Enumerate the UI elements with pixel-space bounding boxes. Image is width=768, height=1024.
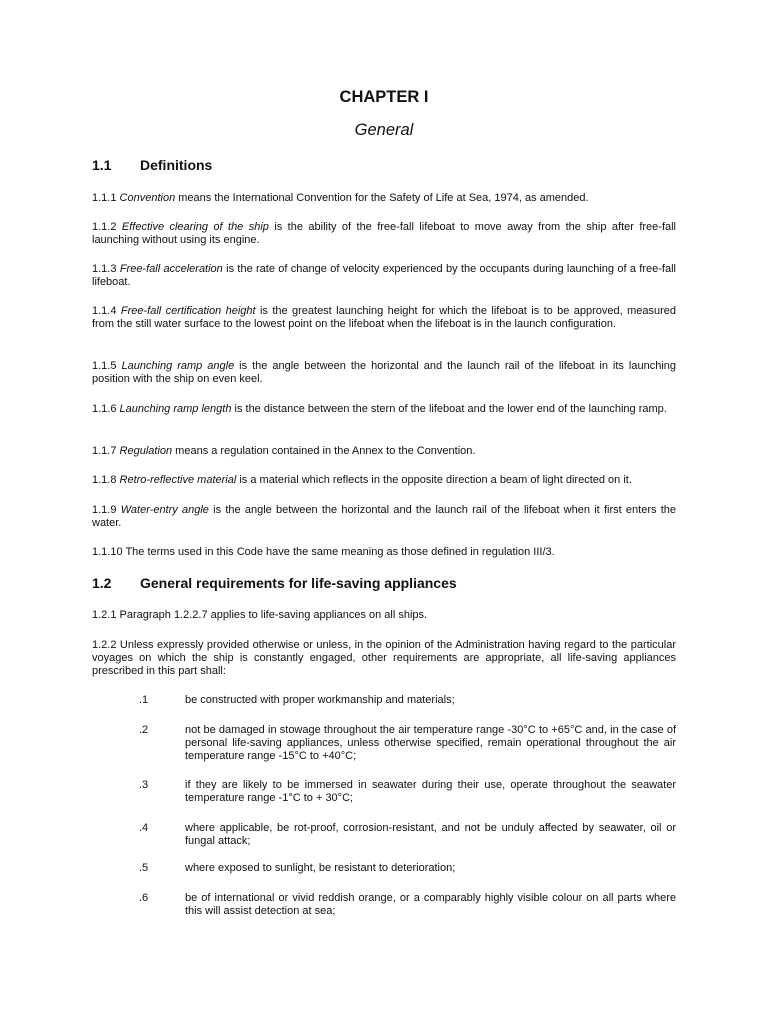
list-marker: .1 [139, 694, 149, 706]
definition-term: Launching ramp length [119, 403, 232, 415]
definition-1-1-6 [92, 403, 676, 416]
definition-1-1-2 [92, 221, 676, 247]
list-marker: .2 [139, 724, 149, 736]
definition-term: Effective clearing of the ship [121, 221, 269, 233]
definition-term: Free-fall acceleration [119, 263, 223, 275]
definition-text: is a material which reflects in the opposite direction a beam of light directed on it. [236, 474, 632, 486]
definition-term: Regulation [119, 445, 173, 457]
list-text: be constructed with proper workmanship and materials; [185, 694, 455, 706]
section-heading-general-requirements [92, 575, 457, 592]
definition-1-1-10: 1.1.10 The terms used in this Code have the same meaning as those defined in regulation III/3. [92, 546, 555, 558]
definition-text: is the rate of change of velocity experienced by the occupants during launching of a free-fall lifeboat. [92, 263, 676, 288]
definition-term: Retro-reflective material [119, 474, 237, 486]
definition-number: 1.1.1 [92, 192, 117, 204]
list-marker: .5 [139, 862, 149, 874]
definition-text: is the angle between the horizontal and the launch rail of the lifeboat in its launching position with the ship on even keel. [92, 360, 676, 385]
paragraph-1-2-1: 1.2.1 Paragraph 1.2.2.7 applies to life-saving appliances on all ships. [92, 609, 428, 621]
definition-number: 1.1.3 [92, 263, 117, 275]
definition-text: is the greatest launching height for which the lifeboat is to be approved, measured from the still water surface to the lowest point on the lifeboat when the lifeboat is in the launch configuration. [92, 305, 676, 330]
definition-1-1-1 [92, 192, 676, 205]
definition-term: Free-fall certification height [120, 305, 256, 317]
definition-text: means the International Convention for the Safety of Life at Sea, 1974, as amended. [175, 192, 589, 204]
definition-number: 1.1.4 [92, 305, 117, 317]
section-title: Definitions [140, 157, 213, 173]
list-marker: .3 [139, 779, 149, 791]
list-text: where applicable, be rot-proof, corrosion-resistant, and not be unduly affected by seawater, oil or fungal attack; [185, 822, 676, 847]
paragraph-1-2-2: 1.2.2 Unless expressly provided otherwise or unless, in the opinion of the Administration having regard to the particular voyages on which the ship is constantly engaged, other requirements are appropriate, all life-saving appliances prescribed in this part shall: [92, 639, 676, 677]
definition-number: 1.1.9 [92, 504, 117, 516]
chapter-subtitle: General [354, 121, 414, 139]
section-number: 1.1 [92, 157, 112, 173]
list-text: be of international or vivid reddish orange, or a comparably highly visible colour on all parts where this will assist detection at sea; [185, 892, 676, 917]
section-heading-definitions [92, 157, 212, 174]
definition-number: 1.1.2 [92, 221, 117, 233]
definition-number: 1.1.6 [92, 403, 117, 415]
definition-1-1-7 [92, 445, 676, 458]
list-text: if they are likely to be immersed in seawater during their use, operate throughout the seawater temperature range -1°C to + 30°C; [185, 779, 676, 804]
chapter-title: CHAPTER I [339, 88, 429, 106]
definition-text: is the ability of the free-fall lifeboat to move away from the ship after free-fall launching without using its engine. [92, 221, 677, 246]
list-marker: .6 [139, 892, 149, 904]
definition-number: 1.1.8 [92, 474, 117, 486]
definition-text: is the angle between the horizontal and the launch rail of the lifeboat when it first enters the water. [92, 504, 677, 529]
definition-1-1-9 [92, 504, 676, 530]
list-marker: .4 [139, 822, 149, 834]
definition-1-1-3 [92, 263, 676, 289]
definition-1-1-5 [92, 360, 676, 386]
definition-1-1-8 [92, 474, 676, 487]
section-number: 1.2 [92, 575, 112, 591]
definition-term: Convention [119, 192, 176, 204]
definition-term: Launching ramp angle [121, 360, 235, 372]
definition-text: means a regulation contained in the Annex to the Convention. [172, 445, 476, 457]
definition-text: is the distance between the stern of the lifeboat and the lower end of the launching ramp. [231, 403, 667, 415]
definition-term: Water-entry angle [120, 504, 209, 516]
definition-1-1-4 [92, 305, 676, 331]
list-text: not be damaged in stowage throughout the air temperature range -30°C to +65°C and, in the case of personal life-saving appliances, unless otherwise specified, remain operational throughout the air temperature range -15°C to +40°C; [185, 724, 676, 762]
list-text: where exposed to sunlight, be resistant to deterioration; [185, 862, 456, 874]
definition-number: 1.1.5 [92, 360, 117, 372]
definition-number: 1.1.7 [92, 445, 117, 457]
section-title: General requirements for life-saving appliances [140, 575, 457, 591]
